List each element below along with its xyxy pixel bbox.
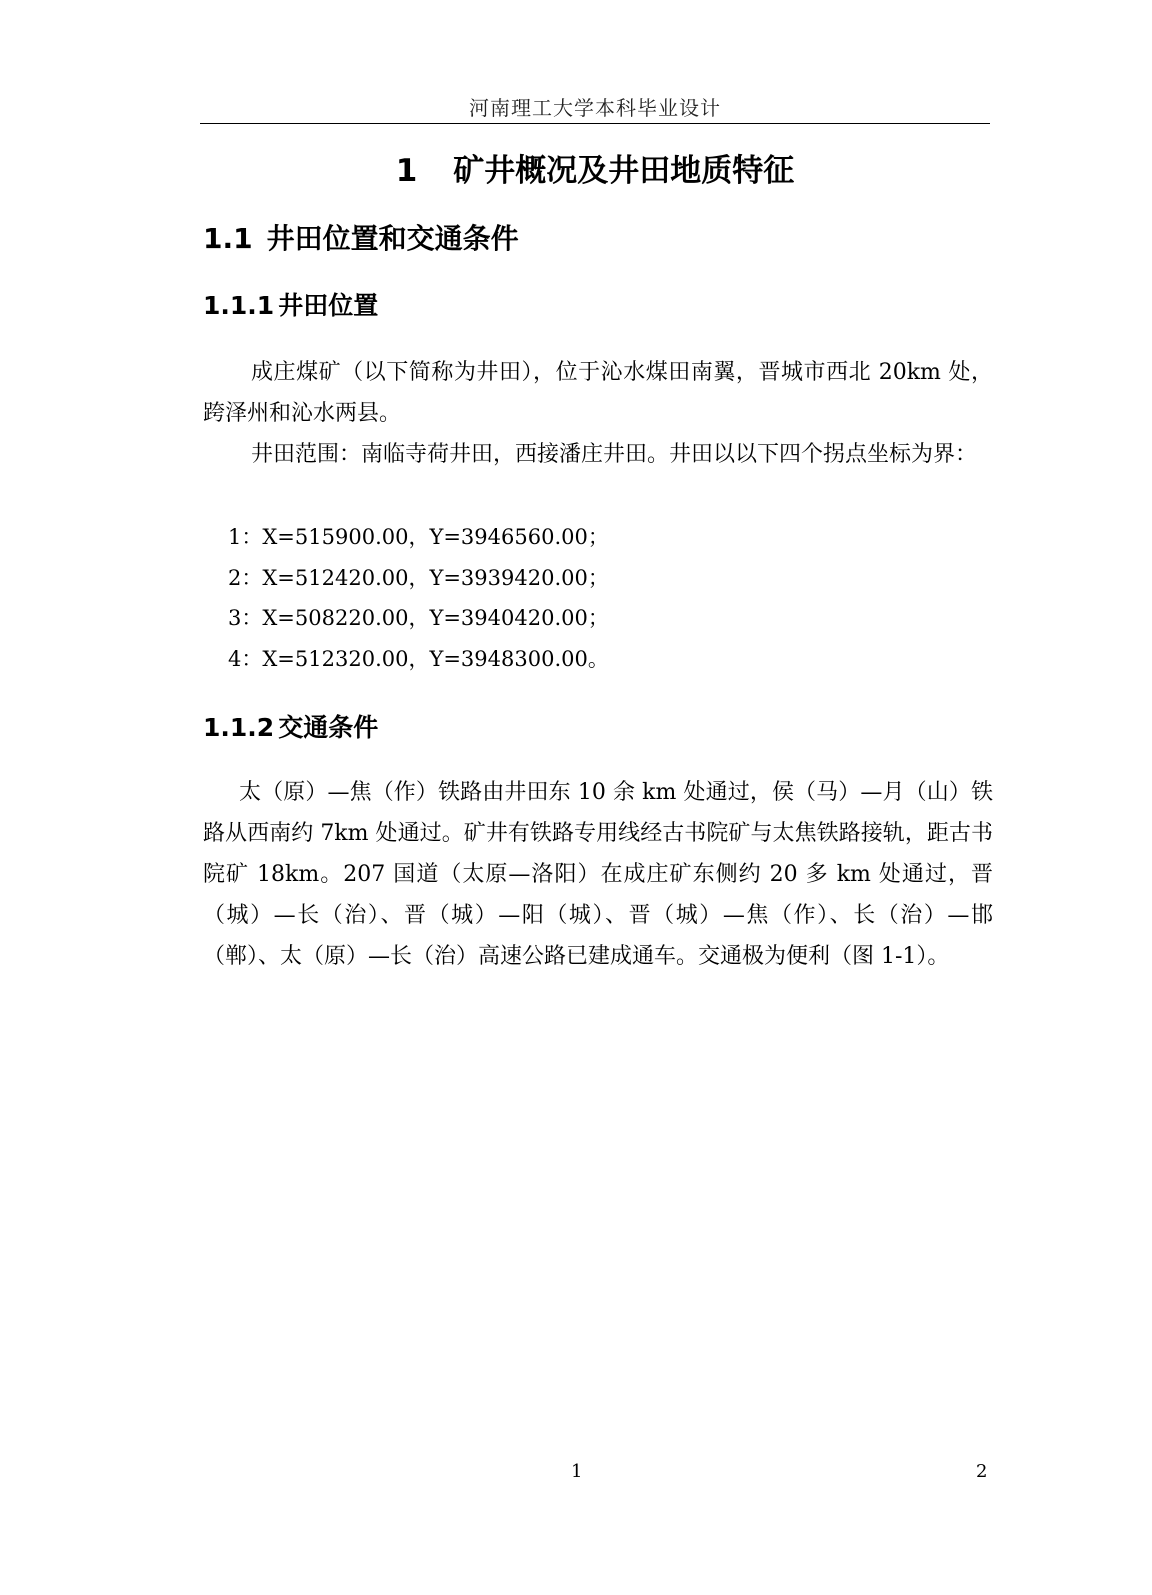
- chapter-title: [200, 145, 990, 190]
- section-heading-1-1-1: [203, 286, 378, 322]
- paragraph-location: 成庄煤矿（以下简称为井田），位于沁水煤田南翼，晋城市西北 20km 处，跨泽州和沁水两县。: [203, 360, 993, 426]
- section-title: 井田位置和交通条件: [266, 222, 519, 255]
- subsection-number: 1.1.2: [203, 713, 275, 742]
- coordinate-item: 1：X=515900.00，Y=3946560.00；: [228, 525, 609, 549]
- subsection-title: 交通条件: [278, 713, 379, 742]
- page-number-center: 1: [571, 1461, 583, 1482]
- coordinate-item: 3：X=508220.00，Y=3940420.00；: [228, 606, 609, 630]
- running-header: 河南理工大学本科毕业设计: [469, 96, 721, 120]
- section-heading-1-1-2: [203, 708, 378, 744]
- subsection-number: 1.1.1: [203, 291, 275, 320]
- section-heading-1-1: [203, 217, 519, 257]
- header-rule: [200, 123, 990, 124]
- section-number: 1.1: [203, 222, 253, 255]
- coordinate-item: 2：X=512420.00，Y=3939420.00；: [228, 565, 609, 590]
- coordinate-item: 4：X=512320.00，Y=3948300.00。: [228, 646, 609, 671]
- paragraph-transport: 太（原）—焦（作）铁路由井田东 10 余 km 处通过，侯（马）—月（山）铁路从西南约 7km 处通过。矿井有铁路专用线经古书院矿与太焦铁路接轨，距古书院矿 18km。207 国道（太原—洛阳）在成庄矿东侧约 20 多 km 处通过，晋（城）—长（治）、晋（城）—阳（城）、晋（城）—焦（作）、长（治）—邯（郸）、太（原）—长（治）高速公路已建成通车。交通极为便利（图 1-1）。: [203, 780, 993, 969]
- page-number-right: 2: [976, 1461, 988, 1482]
- chapter-title-text: 矿井概况及井田地质特征: [453, 153, 795, 189]
- paragraph-boundary: 井田范围：南临寺荷井田，西接潘庄井田。井田以以下四个拐点坐标为界：: [251, 442, 978, 467]
- coordinate-list: [228, 517, 609, 679]
- subsection-title: 井田位置: [278, 291, 379, 320]
- chapter-number: 1: [395, 153, 418, 189]
